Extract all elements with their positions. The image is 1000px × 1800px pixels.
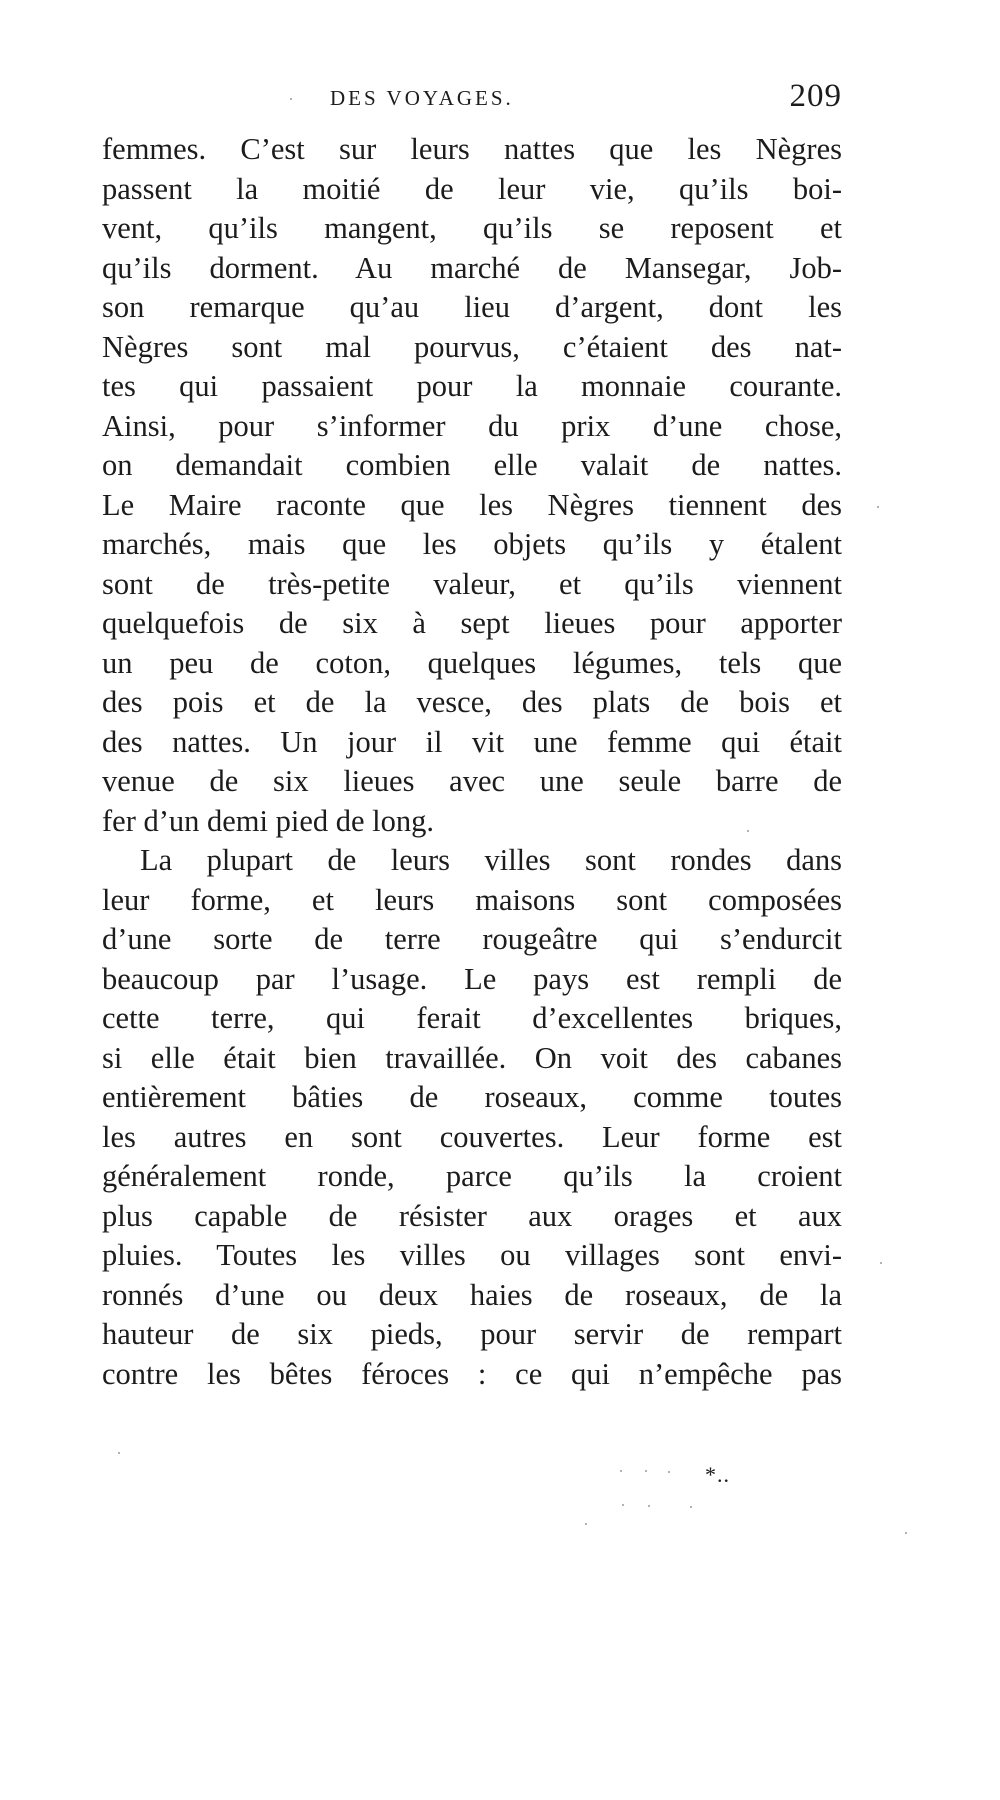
running-title: DES VOYAGES. (330, 86, 514, 110)
text-line: fer d’un demi pied de long. (102, 803, 435, 838)
text-line: des pois et de la vesce, des plats de bois et (102, 685, 842, 719)
text-line: Ainsi, pour s’informer du prix d’une chose, (102, 408, 842, 443)
text-line: tes qui passaient pour la monnaie courante. (102, 369, 842, 403)
page-number: 209 (789, 78, 842, 114)
text-line: qu’ils dorment. Au marché de Mansegar, Job- (102, 250, 842, 285)
text-line: entièrement bâties de roseaux, comme toutes (102, 1080, 842, 1114)
text-line: hauteur de six pieds, pour servir de rempart (102, 1317, 842, 1351)
text-line: des nattes. Un jour il vit une femme qui était (102, 724, 842, 759)
text-line: venue de six lieues avec une seule barre de (102, 764, 842, 798)
text-line: Le Maire raconte que les Nègres tiennent des (102, 487, 842, 522)
paragraph-1 (102, 130, 842, 841)
scan-speck (648, 1505, 650, 1507)
text-line: marchés, mais que les objets qu’ils y étalent (102, 527, 842, 561)
running-head (102, 78, 842, 118)
text-line: beaucoup par l’usage. Le pays est rempli de (102, 961, 842, 996)
text-line: si elle était bien travaillée. On voit des cabanes (102, 1040, 842, 1075)
text-line: cette terre, qui ferait d’excellentes briques, (102, 1001, 842, 1035)
scan-speck (645, 1470, 647, 1472)
text-line: d’une sorte de terre rougeâtre qui s’endurcit (102, 922, 842, 956)
text-line: son remarque qu’au lieu d’argent, dont les (102, 290, 842, 324)
text-line: vent, qu’ils mangent, qu’ils se reposent et (102, 211, 842, 245)
scan-speck (118, 1452, 120, 1454)
text-line: un peu de coton, quelques légumes, tels que (102, 645, 842, 680)
text-line: contre les bêtes féroces : ce qui n’empêche pas (102, 1356, 842, 1391)
text-line: quelquefois de six à sept lieues pour apporter (102, 606, 842, 640)
text-line: ronnés d’une ou deux haies de roseaux, de la (102, 1277, 842, 1312)
scan-speck (290, 98, 292, 100)
scan-speck (905, 1532, 907, 1534)
text-line: femmes. C’est sur leurs nattes que les Nègres (102, 132, 842, 166)
text-line: les autres en sont couvertes. Leur forme est (102, 1119, 842, 1154)
text-line: on demandait combien elle valait de nattes. (102, 448, 842, 482)
text-line: passent la moitié de leur vie, qu’ils boi- (102, 171, 842, 206)
text-line: leur forme, et leurs maisons sont composées (102, 882, 842, 917)
signature-mark: *.. (705, 1462, 730, 1487)
scan-speck (585, 1523, 587, 1525)
scan-speck (622, 1504, 624, 1506)
scan-speck (880, 1262, 882, 1264)
body-text (102, 130, 842, 1394)
text-line: La plupart de leurs villes sont rondes dans (140, 843, 842, 877)
text-line: pluies. Toutes les villes ou villages sont envi- (102, 1238, 842, 1272)
scan-speck (620, 1470, 622, 1472)
scan-speck (690, 1506, 692, 1508)
paragraph-2 (102, 841, 842, 1394)
text-line: plus capable de résister aux orages et aux (102, 1198, 842, 1233)
scan-speck (747, 830, 749, 832)
text-line: sont de très-petite valeur, et qu’ils viennent (102, 566, 842, 601)
scan-speck (668, 1471, 670, 1473)
scan-speck (877, 506, 879, 508)
text-line: généralement ronde, parce qu’ils la croient (102, 1159, 842, 1193)
text-line: Nègres sont mal pourvus, c’étaient des nat- (102, 329, 842, 364)
